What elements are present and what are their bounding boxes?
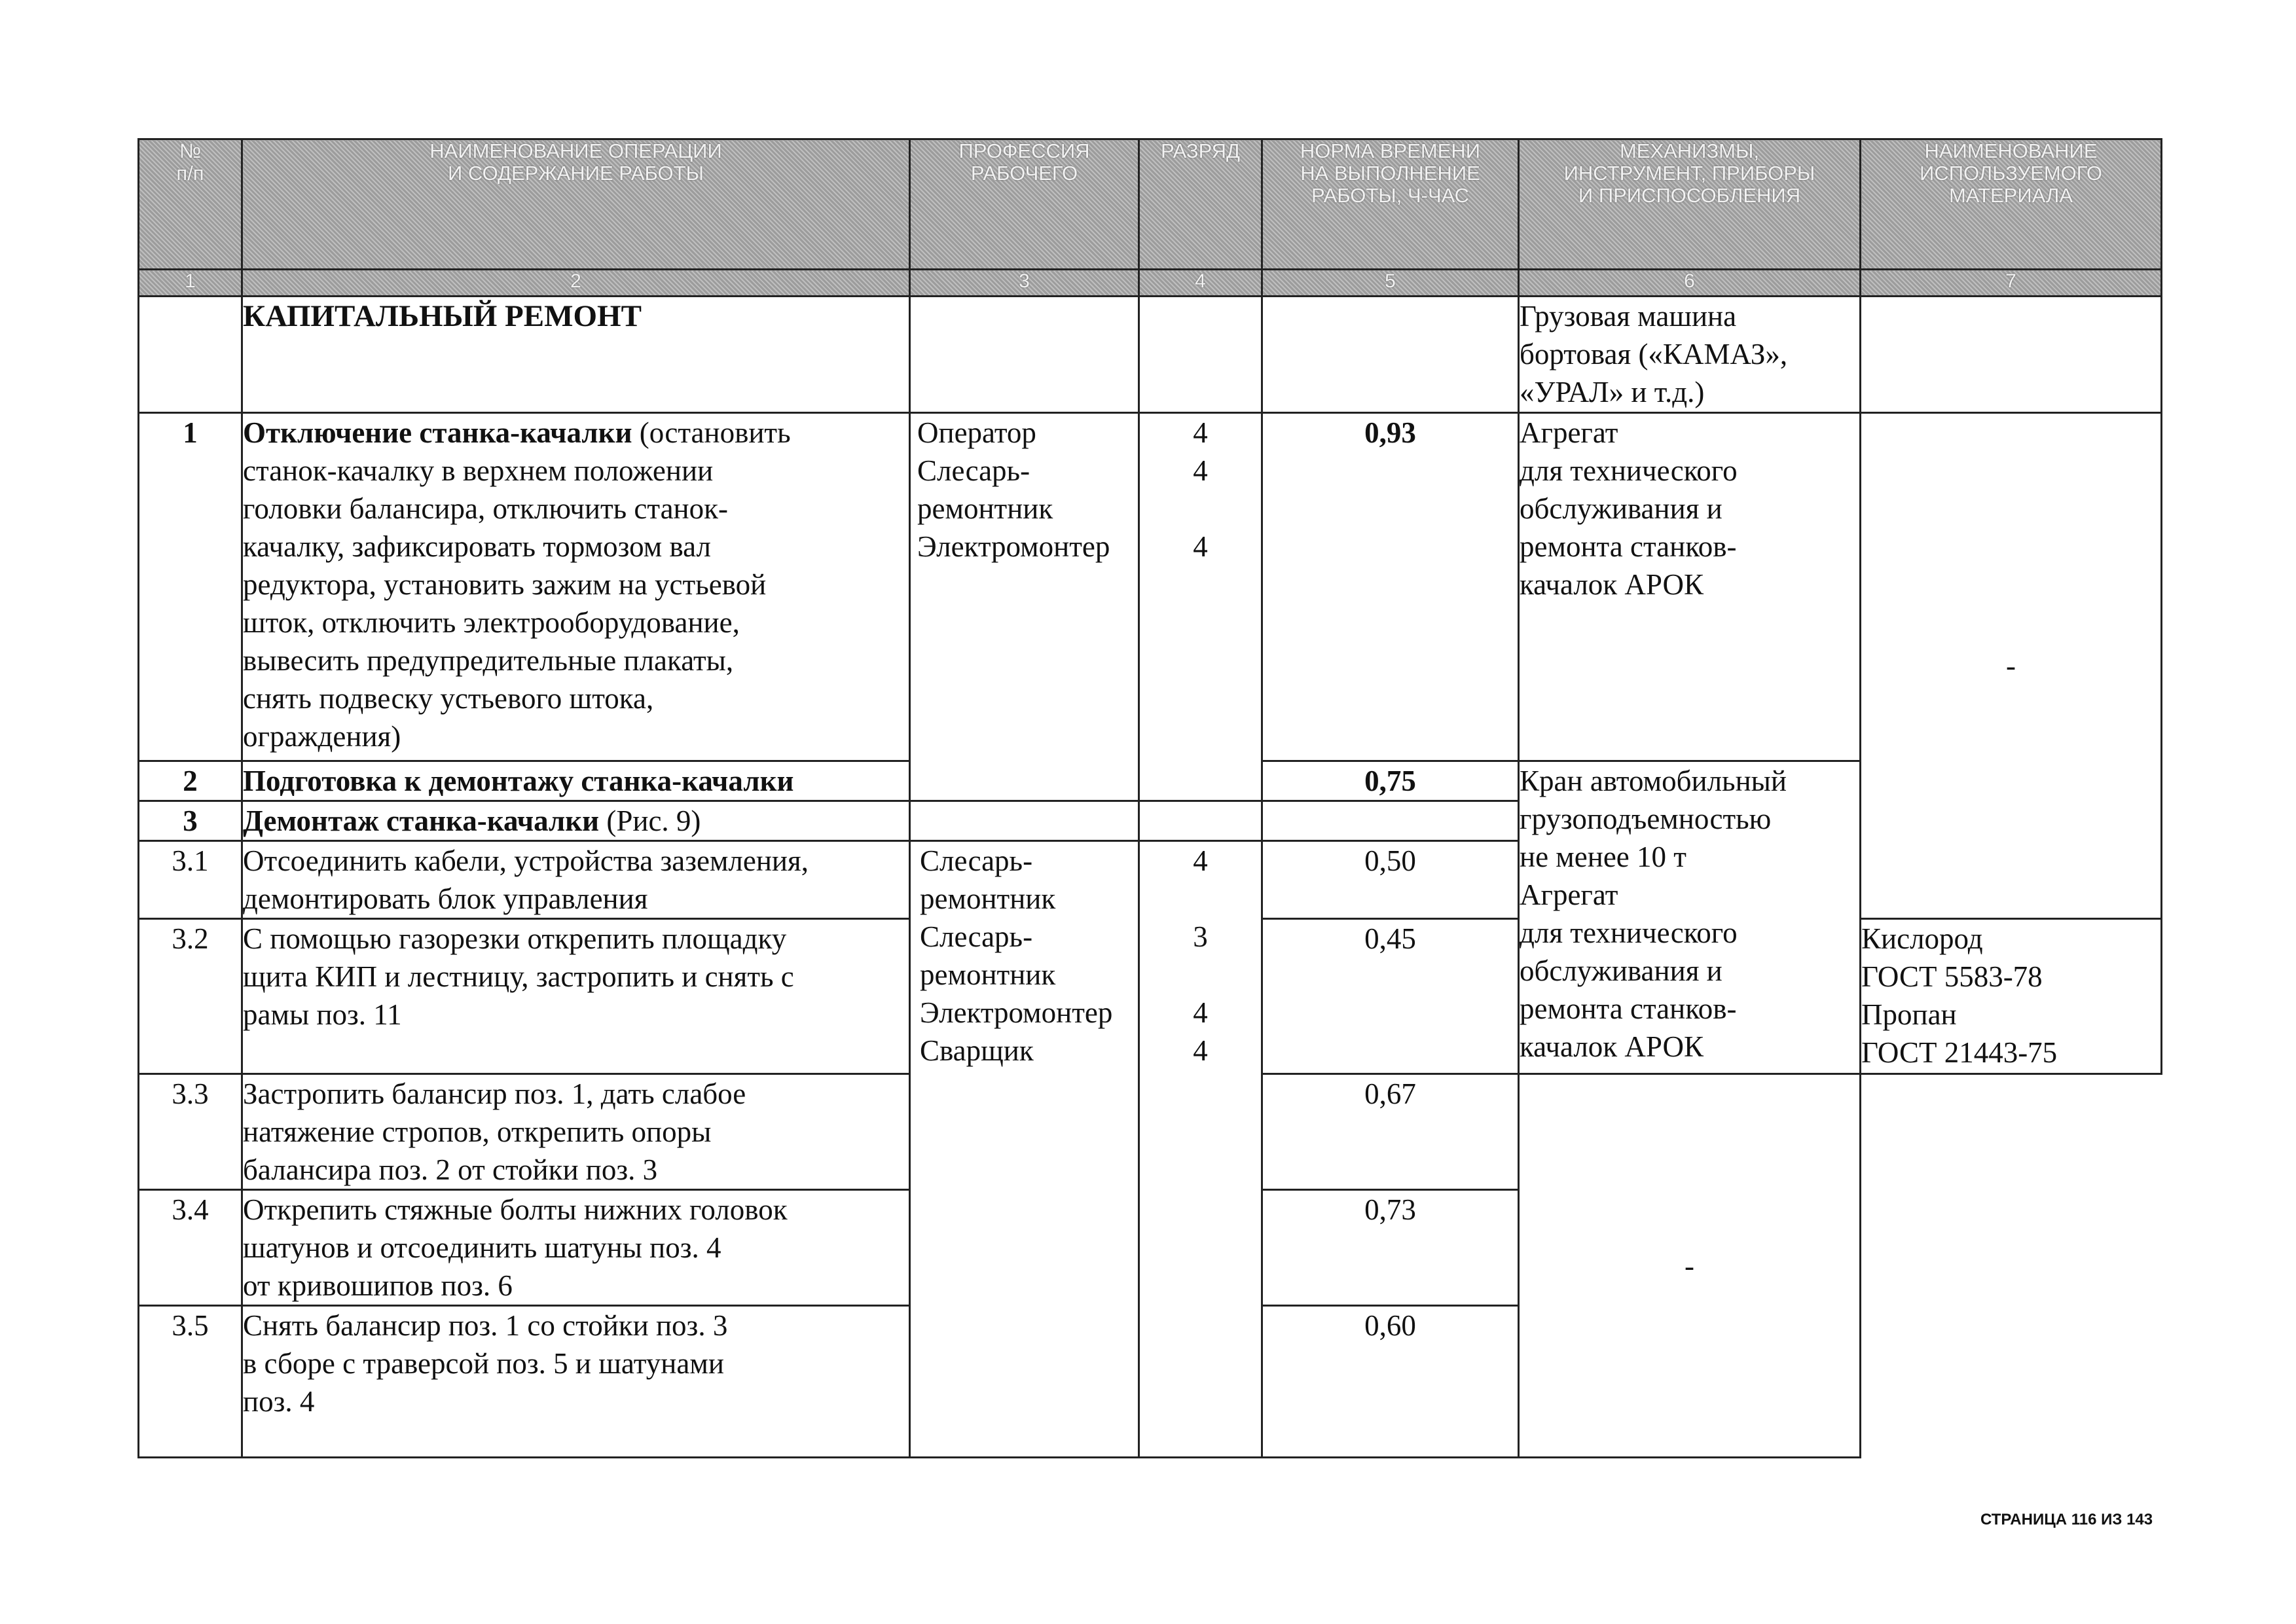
column-number: 7 <box>1861 270 2162 297</box>
operation-title: Демонтаж станка-качалки <box>243 804 600 837</box>
operation-title: Подготовка к демонтажу станка-качалки <box>242 761 910 801</box>
operation-cell <box>242 413 910 761</box>
operations-table <box>137 138 2162 1458</box>
time-norm-cell: 0,50 <box>1262 841 1519 919</box>
header-operation: НАИМЕНОВАНИЕ ОПЕРАЦИИ И СОДЕРЖАНИЕ РАБОТЫ <box>242 139 910 270</box>
operation-description: С помощью газорезки открепить площадку щита КИП и лестницу, застропить и снять с рамы поз. 11 <box>242 919 910 1074</box>
time-norm-cell: 0,45 <box>1262 919 1519 1074</box>
row-number: 3 <box>139 801 242 841</box>
row-number: 3.2 <box>139 919 242 1074</box>
time-norm-cell: 0,73 <box>1262 1190 1519 1306</box>
section-row <box>139 297 2162 413</box>
column-number: 5 <box>1262 270 1519 297</box>
row-number: 3.1 <box>139 841 242 919</box>
time-norm-cell: 0,60 <box>1262 1306 1519 1458</box>
column-number: 4 <box>1139 270 1262 297</box>
mechanism-cell: Агрегат для технического обслуживания и ремонта станков- качалок АРОК <box>1519 413 1861 761</box>
header-grade: РАЗРЯД <box>1139 139 1262 270</box>
row-number: 1 <box>139 413 242 761</box>
mechanism-cell: Кран автомобильный грузоподъемностью не менее 10 т Агрегат для технического обслуживания и ремонта станков- качалок АРОК <box>1519 761 1861 1074</box>
header-mechanisms: МЕХАНИЗМЫ, ИНСТРУМЕНТ, ПРИБОРЫ И ПРИСПОСОБЛЕНИЯ <box>1519 139 1861 270</box>
operation-description: Открепить стяжные болты нижних головок шатунов и отсоединить шатуны поз. 4 от кривошипов поз. 6 <box>242 1190 910 1306</box>
column-number: 2 <box>242 270 910 297</box>
material-cell <box>1519 1074 1861 1458</box>
row-number: 3.5 <box>139 1306 242 1458</box>
time-norm-cell: 0,75 <box>1262 761 1519 801</box>
grade-cell: 4 4 4 <box>1139 413 1262 801</box>
column-number: 1 <box>139 270 242 297</box>
section-title: КАПИТАЛЬНЫЙ РЕМОНТ <box>242 297 910 413</box>
material-cell <box>1861 413 2162 919</box>
row-number: 3.4 <box>139 1190 242 1306</box>
grade-cell: 4 3 4 4 <box>1139 841 1262 1458</box>
column-number: 3 <box>910 270 1139 297</box>
table-row <box>139 413 2162 761</box>
material-cell: Кислород ГОСТ 5583-78 Пропан ГОСТ 21443-75 <box>1861 919 2162 1074</box>
header-profession: ПРОФЕССИЯ РАБОЧЕГО <box>910 139 1139 270</box>
page-number: СТРАНИЦА 116 ИЗ 143 <box>1980 1511 2153 1528</box>
header-material: НАИМЕНОВАНИЕ ИСПОЛЬЗУЕМОГО МАТЕРИАЛА <box>1861 139 2162 270</box>
operation-description: Отсоединить кабели, устройства заземления, демонтировать блок управления <box>242 841 910 919</box>
profession-cell: Слесарь- ремонтник Слесарь- ремонтник Электромонтер Сварщик <box>910 841 1139 1458</box>
material-dash: - <box>1685 1249 1694 1282</box>
row-number: 3.3 <box>139 1074 242 1190</box>
header-number: № п/п <box>139 139 242 270</box>
time-norm-cell: 0,67 <box>1262 1074 1519 1190</box>
operation-title: Отключение станка-качалки <box>243 416 632 449</box>
column-number-row <box>139 270 2162 297</box>
row-number: 2 <box>139 761 242 801</box>
material-dash: - <box>2006 649 2016 682</box>
header-row <box>139 139 2162 270</box>
operation-cell <box>242 801 910 841</box>
operation-description: (остановить станок-качалку в верхнем положении головки балансира, отключить станок- качалку, зафиксировать тормозом вал редуктора, установить зажим на устьевой шток, отключить электрооборудование, вывесить предупредительные плакаты, снять подвеску устьевого штока, ограждения) <box>243 416 791 753</box>
profession-cell: Оператор Слесарь- ремонтник Электромонтер <box>910 413 1139 801</box>
operation-description: Снять балансир поз. 1 со стойки поз. 3 в сборе с траверсой поз. 5 и шатунами поз. 4 <box>242 1306 910 1458</box>
operation-description: (Рис. 9) <box>599 804 701 837</box>
section-mechanism: Грузовая машина бортовая («КАМАЗ», «УРАЛ» и т.д.) <box>1519 297 1861 413</box>
header-time-norm: НОРМА ВРЕМЕНИ НА ВЫПОЛНЕНИЕ РАБОТЫ, Ч-ЧАС <box>1262 139 1519 270</box>
operation-description: Застропить балансир поз. 1, дать слабое натяжение стропов, открепить опоры балансира поз. 2 от стойки поз. 3 <box>242 1074 910 1190</box>
column-number: 6 <box>1519 270 1861 297</box>
time-norm-cell: 0,93 <box>1262 413 1519 761</box>
